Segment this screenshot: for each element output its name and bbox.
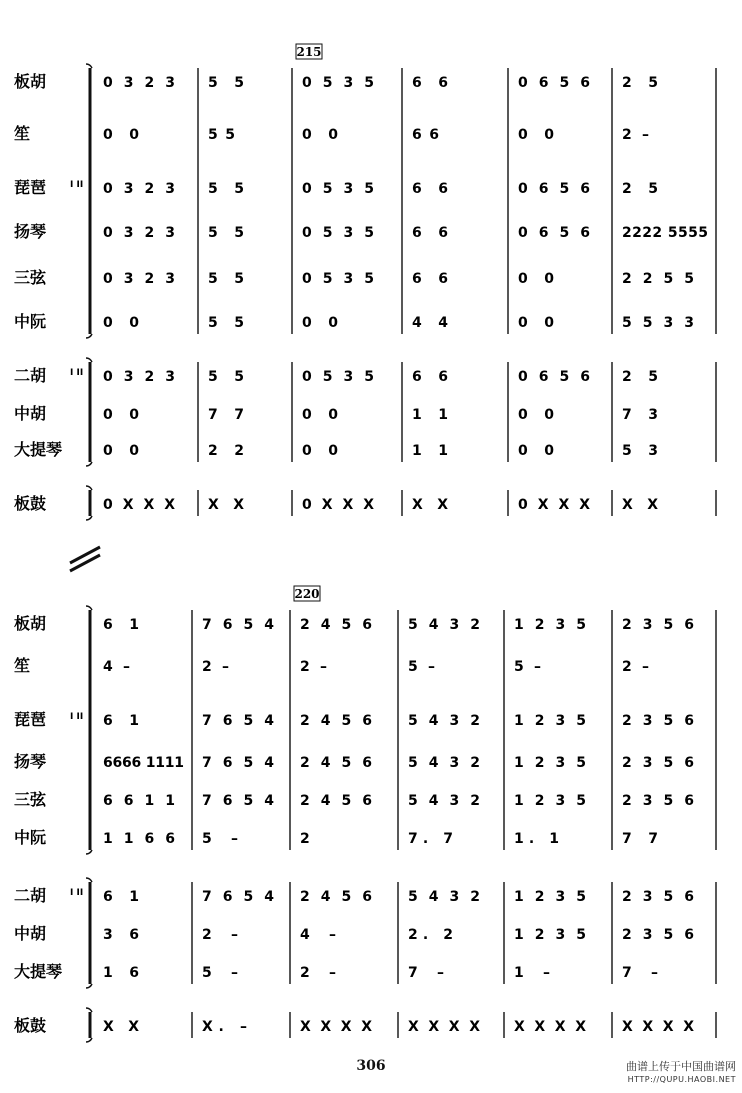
measure-cell: 1 2 3 5 — [514, 889, 586, 905]
measure-cell: 7 6 5 4 — [202, 755, 274, 771]
measure-cell: 7 7 — [622, 831, 658, 847]
measure-cell: 6 6 — [412, 75, 448, 91]
measure-cell: 0 5 3 5 — [302, 225, 374, 241]
measure-cell: X X — [622, 497, 658, 513]
measure-cell: 0 0 — [518, 407, 554, 423]
measure-cell: 0 6 5 6 — [518, 181, 590, 197]
instrument-label: 板胡 — [14, 72, 47, 91]
measure-cell: 5 5 — [208, 271, 244, 287]
measure-cell: 4 4 — [412, 315, 448, 331]
measure-cell: 6 6 — [412, 369, 448, 385]
measure-cell: X X — [412, 497, 448, 513]
measure-cell: 5 4 3 2 — [408, 755, 480, 771]
measure-cell: 6 1 — [103, 617, 139, 633]
measure-cell: 2 4 5 6 — [300, 755, 372, 771]
instrument-label: 中阮 — [14, 828, 47, 847]
measure-cell: 2 4 5 6 — [300, 793, 372, 809]
measure-cell: 5 5 — [208, 127, 235, 143]
measure-cell: 2 3 5 6 — [622, 927, 694, 943]
instrument-label: 琵琶 — [14, 178, 47, 197]
measure-cell: 5 – — [202, 965, 238, 981]
measure-cell: 1 6 — [103, 965, 139, 981]
measure-cell: 7 – — [622, 965, 658, 981]
measure-cell: 0 0 — [302, 407, 338, 423]
measure-cell: X X X X — [622, 1019, 694, 1035]
measure-cell: 2 – — [300, 659, 327, 675]
measure-cell: 2. 2 — [408, 927, 453, 943]
measure-cell: X X — [103, 1019, 139, 1035]
measure-cell: 5 3 — [622, 443, 658, 459]
measure-cell: 0 0 — [103, 407, 139, 423]
instrument-sublabel: I II — [70, 180, 84, 190]
instrument-label: 中阮 — [14, 312, 47, 331]
measure-cell: 4 – — [300, 927, 336, 943]
measure-cell: 0 0 — [518, 315, 554, 331]
instrument-label: 扬琴 — [14, 222, 47, 241]
measure-cell: 0 3 2 3 — [103, 271, 175, 287]
measure-cell: 2 4 5 6 — [300, 617, 372, 633]
measure-cell: X X — [208, 497, 244, 513]
measure-cell: 0 6 5 6 — [518, 369, 590, 385]
measure-cell: 2 3 5 6 — [622, 617, 694, 633]
measure-cell: 2 4 5 6 — [300, 889, 372, 905]
measure-cell: 2 2 5 5 — [622, 271, 694, 287]
measure-cell: 0 0 — [302, 315, 338, 331]
measure-cell: 0 0 — [302, 127, 338, 143]
measure-cell: X X X X — [408, 1019, 480, 1035]
measure-number: 220 — [294, 587, 320, 601]
measure-cell: 0 6 5 6 — [518, 75, 590, 91]
measure-cell: 6 1 — [103, 713, 139, 729]
instrument-label: 中胡 — [14, 924, 47, 943]
measure-number: 215 — [296, 45, 322, 59]
instrument-label: 大提琴 — [14, 962, 63, 981]
instrument-label: 板胡 — [14, 614, 47, 633]
measure-cell: X X X X — [514, 1019, 586, 1035]
measure-cell: 0 3 2 3 — [103, 369, 175, 385]
measure-cell: 0 0 — [103, 315, 139, 331]
measure-cell: 5 4 3 2 — [408, 713, 480, 729]
measure-cell: 6 1 — [103, 889, 139, 905]
measure-cell: 1 1 — [412, 443, 448, 459]
measure-cell: 0 0 — [518, 271, 554, 287]
measure-cell: 1 2 3 5 — [514, 713, 586, 729]
measure-cell: 5 4 3 2 — [408, 617, 480, 633]
measure-cell: 5 5 — [208, 181, 244, 197]
measure-cell: 1 2 3 5 — [514, 793, 586, 809]
measure-cell: 0 3 2 3 — [103, 75, 175, 91]
measure-cell: 7 – — [408, 965, 444, 981]
measure-cell: 6 6 — [412, 225, 448, 241]
measure-cell: 7 6 5 4 — [202, 617, 274, 633]
measure-cell: 2 4 5 6 — [300, 713, 372, 729]
instrument-label: 二胡 — [14, 886, 47, 905]
measure-cell: 1 2 3 5 — [514, 927, 586, 943]
measure-cell: 5 4 3 2 — [408, 889, 480, 905]
watermark-line-1: 曲谱上传于中国曲谱网 — [626, 1060, 736, 1073]
measure-cell: 0 X X X — [302, 497, 374, 513]
measure-cell: 5 5 — [208, 75, 244, 91]
measure-cell: 7. 7 — [408, 831, 453, 847]
watermark-line-2: HTTP://QUPU.HAOBI.NET — [627, 1075, 736, 1084]
measure-cell: 5 5 — [208, 315, 244, 331]
measure-cell: 0 5 3 5 — [302, 369, 374, 385]
instrument-label: 扬琴 — [14, 752, 47, 771]
measure-cell: 0 0 — [302, 443, 338, 459]
measure-cell: 1 – — [514, 965, 550, 981]
measure-cell: 0 0 — [103, 127, 139, 143]
measure-cell: 0 0 — [518, 127, 554, 143]
measure-cell: 2 — [300, 831, 310, 847]
measure-cell: 0 0 — [518, 443, 554, 459]
instrument-label: 三弦 — [14, 268, 47, 287]
measure-cell: 6 6 — [412, 181, 448, 197]
measure-cell: 1 1 6 6 — [103, 831, 175, 847]
measure-cell: 4 – — [103, 659, 130, 675]
measure-cell: 6 6 — [412, 127, 439, 143]
measure-cell: 0 6 5 6 — [518, 225, 590, 241]
score-system-1 — [14, 44, 716, 520]
instrument-label: 大提琴 — [14, 440, 63, 459]
measure-cell: 5 – — [514, 659, 541, 675]
measure-cell: X. – — [202, 1019, 247, 1035]
measure-cell: 1 2 3 5 — [514, 617, 586, 633]
measure-cell: 0 5 3 5 — [302, 181, 374, 197]
measure-cell: 0 5 3 5 — [302, 75, 374, 91]
instrument-label: 板鼓 — [14, 494, 47, 513]
measure-cell: 0 5 3 5 — [302, 271, 374, 287]
instrument-label: 三弦 — [14, 790, 47, 809]
measure-cell: 0 3 2 3 — [103, 181, 175, 197]
score-system-2 — [14, 586, 716, 1042]
measure-cell: 2 5 — [622, 181, 658, 197]
measure-cell: 2 3 5 6 — [622, 713, 694, 729]
measure-cell: 1 2 3 5 — [514, 755, 586, 771]
measure-cell: 1. 1 — [514, 831, 559, 847]
measure-cell: 5 4 3 2 — [408, 793, 480, 809]
measure-cell: 7 6 5 4 — [202, 793, 274, 809]
measure-cell: 2222 5555 — [622, 225, 708, 241]
instrument-label: 笙 — [14, 656, 31, 675]
system-separator — [70, 547, 100, 571]
measure-cell: 5 5 — [208, 225, 244, 241]
measure-cell: 2 – — [300, 965, 336, 981]
measure-cell: X X X X — [300, 1019, 372, 1035]
measure-cell: 2 – — [622, 127, 649, 143]
measure-cell: 7 3 — [622, 407, 658, 423]
watermark — [626, 1060, 736, 1086]
measure-cell: 2 – — [622, 659, 649, 675]
measure-cell: 2 – — [202, 927, 238, 943]
measure-cell: 6 6 — [412, 271, 448, 287]
measure-cell: 0 X X X — [518, 497, 590, 513]
measure-cell: 6 6 1 1 — [103, 793, 175, 809]
measure-cell: 7 7 — [208, 407, 244, 423]
measure-cell: 7 6 5 4 — [202, 889, 274, 905]
instrument-label: 中胡 — [14, 404, 47, 423]
instrument-sublabel: I II — [70, 368, 84, 378]
measure-cell: 3 6 — [103, 927, 139, 943]
measure-cell: 5 – — [408, 659, 435, 675]
instrument-sublabel: I II — [70, 888, 84, 898]
measure-cell: 2 3 5 6 — [622, 793, 694, 809]
measure-cell: 2 2 — [208, 443, 244, 459]
measure-cell: 2 3 5 6 — [622, 755, 694, 771]
measure-cell: 0 0 — [103, 443, 139, 459]
measure-cell: 1 1 — [412, 407, 448, 423]
measure-cell: 2 3 5 6 — [622, 889, 694, 905]
measure-cell: 2 5 — [622, 75, 658, 91]
measure-cell: 5 5 3 3 — [622, 315, 694, 331]
measure-cell: 2 5 — [622, 369, 658, 385]
measure-cell: 0 X X X — [103, 497, 175, 513]
measure-cell: 2 – — [202, 659, 229, 675]
instrument-label: 板鼓 — [14, 1016, 47, 1035]
measure-cell: 5 – — [202, 831, 238, 847]
instrument-label: 笙 — [14, 124, 31, 143]
measure-cell: 6666 1111 — [103, 755, 184, 771]
measure-cell: 7 6 5 4 — [202, 713, 274, 729]
instrument-label: 琵琶 — [14, 710, 47, 729]
measure-cell: 0 3 2 3 — [103, 225, 175, 241]
page-number: 306 — [356, 1058, 386, 1074]
instrument-label: 二胡 — [14, 366, 47, 385]
instrument-sublabel: I II — [70, 712, 84, 722]
measure-cell: 5 5 — [208, 369, 244, 385]
